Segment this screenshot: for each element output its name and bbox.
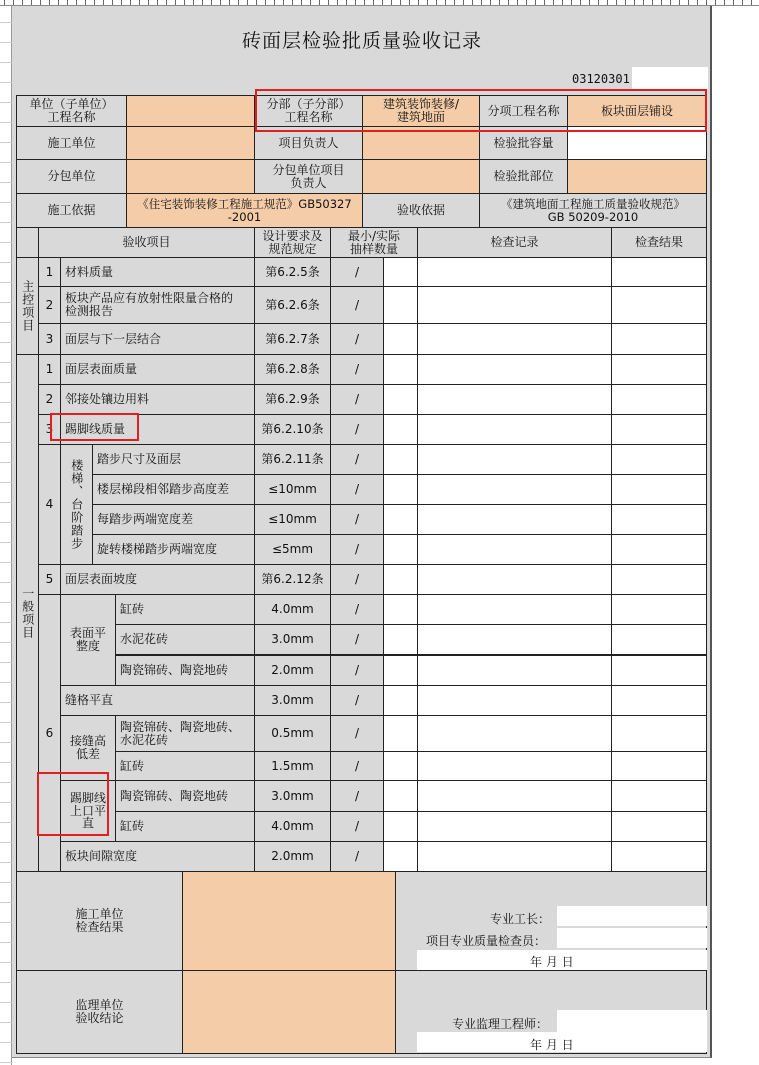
sub-pm-label: 分包单位项目 负责人 bbox=[254, 159, 363, 194]
design-spec: 第6.2.10条 bbox=[254, 414, 331, 445]
row-header-line bbox=[0, 802, 12, 803]
skirting-item-name: 陶瓷锦砖、陶瓷地砖 bbox=[115, 780, 255, 812]
check-result-input[interactable] bbox=[611, 354, 707, 385]
sample-actual-input[interactable] bbox=[383, 685, 418, 716]
joint-height-item-name: 陶瓷锦砖、陶瓷地砖、 水泥花砖 bbox=[115, 715, 255, 752]
row-header-line bbox=[0, 322, 12, 323]
sample-actual-input[interactable] bbox=[383, 474, 418, 505]
row-header-line bbox=[0, 122, 12, 123]
check-record-input[interactable] bbox=[417, 780, 612, 812]
sample-min: / bbox=[330, 534, 384, 565]
design-spec: 4.0mm bbox=[254, 594, 331, 625]
row-header-line bbox=[0, 422, 12, 423]
sub-pm-input[interactable] bbox=[362, 159, 480, 194]
row-header-line bbox=[0, 342, 12, 343]
row-header-line bbox=[0, 462, 12, 463]
check-result-input[interactable] bbox=[611, 780, 707, 812]
supervision-engineer-label: 专业监理工程师： bbox=[452, 1017, 549, 1031]
row-header-line bbox=[0, 842, 12, 843]
stairs-group bbox=[60, 444, 93, 565]
sample-actual-input[interactable] bbox=[383, 444, 418, 475]
design-spec: 3.0mm bbox=[254, 780, 331, 812]
sample-actual-input[interactable] bbox=[383, 286, 418, 324]
check-result-input[interactable] bbox=[611, 384, 707, 415]
supervision-engineer-field[interactable] bbox=[557, 1010, 707, 1032]
row-header-line bbox=[0, 862, 12, 863]
sample-actual-input[interactable] bbox=[383, 534, 418, 565]
row-header-line bbox=[0, 82, 12, 83]
contractor-input[interactable] bbox=[126, 126, 255, 160]
row-header-line bbox=[0, 982, 12, 983]
check-result-input[interactable] bbox=[611, 841, 707, 872]
check-record-input[interactable] bbox=[417, 504, 612, 535]
row-header-line bbox=[0, 162, 12, 163]
unit-name-input[interactable] bbox=[126, 95, 255, 127]
sample-min: / bbox=[330, 286, 384, 324]
design-spec: 第6.2.5条 bbox=[254, 257, 331, 287]
general-group bbox=[16, 354, 39, 872]
col-sample-header: 最小/实际 抽样数量 bbox=[330, 227, 418, 258]
sample-actual-input[interactable] bbox=[383, 841, 418, 872]
check-record-input[interactable] bbox=[417, 841, 612, 872]
sample-actual-input[interactable] bbox=[383, 384, 418, 415]
sample-min: / bbox=[330, 685, 384, 716]
sample-min: / bbox=[330, 715, 384, 752]
row-header-line bbox=[0, 562, 12, 563]
check-record-input[interactable] bbox=[417, 564, 612, 595]
joint-straight-name: 缝格平直 bbox=[60, 685, 255, 716]
design-spec: 第6.2.12条 bbox=[254, 564, 331, 595]
check-result-input[interactable] bbox=[611, 414, 707, 445]
item-name: 板块产品应有放射性限量合格的 检测报告 bbox=[60, 286, 255, 324]
subsection-value[interactable]: 建筑装饰装修/ 建筑地面 bbox=[362, 95, 480, 127]
row-header-strip bbox=[0, 6, 12, 1065]
sample-min: / bbox=[330, 504, 384, 535]
row-header-line bbox=[0, 882, 12, 883]
sample-actual-input[interactable] bbox=[383, 594, 418, 625]
design-spec: 第6.2.8条 bbox=[254, 354, 331, 385]
flatness-item-name: 缸砖 bbox=[115, 594, 255, 625]
row-header-line bbox=[0, 642, 12, 643]
row-header-line bbox=[0, 522, 12, 523]
row-header-line bbox=[0, 102, 12, 103]
ruler-tick bbox=[751, 0, 752, 6]
gap-width-name: 板块间隙宽度 bbox=[60, 841, 255, 872]
ruler-tick bbox=[742, 0, 743, 6]
design-spec: 2.0mm bbox=[254, 655, 331, 686]
row-header-line bbox=[0, 542, 12, 543]
row-number: 5 bbox=[38, 564, 61, 595]
check-result-input[interactable] bbox=[611, 655, 707, 686]
row-header-line bbox=[0, 362, 12, 363]
check-record-input[interactable] bbox=[417, 624, 612, 655]
row-header-line bbox=[0, 662, 12, 663]
row-number: 1 bbox=[38, 354, 61, 385]
item-name: 面层表面质量 bbox=[60, 354, 255, 385]
form-code: 03120301 bbox=[572, 72, 630, 86]
basis-label: 施工依据 bbox=[16, 193, 127, 228]
stairs-item-name: 每踏步两端宽度差 bbox=[92, 504, 255, 535]
construction-date: 年 月 日 bbox=[530, 955, 574, 969]
row-header-line bbox=[0, 1042, 12, 1043]
check-record-input[interactable] bbox=[417, 474, 612, 505]
flatness-group: 表面平整度 bbox=[60, 594, 116, 686]
check-result-input[interactable] bbox=[611, 685, 707, 716]
foreman-field[interactable] bbox=[557, 906, 707, 926]
row-header-line bbox=[0, 942, 12, 943]
sample-min: / bbox=[330, 655, 384, 686]
row-header-line bbox=[0, 682, 12, 683]
batch-location-input[interactable] bbox=[567, 159, 707, 194]
project-manager-label: 项目负责人 bbox=[254, 126, 363, 160]
item-value[interactable]: 板块面层铺设 bbox=[567, 95, 707, 127]
design-spec: 3.0mm bbox=[254, 624, 331, 655]
row-header-line bbox=[0, 1022, 12, 1023]
row-header-line bbox=[0, 502, 12, 503]
check-result-input[interactable] bbox=[611, 715, 707, 752]
check-record-input[interactable] bbox=[417, 414, 612, 445]
sample-actual-input[interactable] bbox=[383, 354, 418, 385]
row-number: 2 bbox=[38, 384, 61, 415]
check-result-input[interactable] bbox=[611, 257, 707, 287]
stairs-group-label: 楼梯、台阶踏步 bbox=[69, 459, 84, 550]
stairs-item-name: 踏步尺寸及面层 bbox=[92, 444, 255, 475]
design-spec: 第6.2.7条 bbox=[254, 323, 331, 355]
check-result-input[interactable] bbox=[611, 624, 707, 655]
row-header-line bbox=[0, 782, 12, 783]
check-record-input[interactable] bbox=[417, 715, 612, 752]
subsection-label: 分部（子分部） 工程名称 bbox=[254, 95, 363, 127]
sample-actual-input[interactable] bbox=[383, 655, 418, 686]
row-number: 3 bbox=[38, 323, 61, 355]
row-header-line bbox=[0, 962, 12, 963]
row-header-line bbox=[0, 22, 12, 23]
ruler-tick bbox=[715, 0, 716, 6]
main-control-group bbox=[16, 257, 39, 355]
row-header-line bbox=[0, 242, 12, 243]
main-control-group-label: 主控项目 bbox=[20, 280, 35, 332]
supervision-check-input[interactable] bbox=[182, 970, 396, 1054]
quality-inspector-field[interactable] bbox=[557, 928, 707, 948]
item-name: 邻接处镶边用料 bbox=[60, 384, 255, 415]
flatness-item-name: 陶瓷锦砖、陶瓷地砖 bbox=[115, 655, 255, 686]
contractor-label: 施工单位 bbox=[16, 126, 127, 160]
design-spec: 第6.2.6条 bbox=[254, 286, 331, 324]
supervision-date: 年 月 日 bbox=[530, 1038, 574, 1052]
check-result-input[interactable] bbox=[611, 504, 707, 535]
accept-basis-label: 验收依据 bbox=[362, 193, 480, 228]
row-header-line bbox=[0, 702, 12, 703]
row-header-line bbox=[0, 902, 12, 903]
sample-min: / bbox=[330, 624, 384, 655]
skirting-group: 踢脚线上口平直 bbox=[60, 780, 116, 842]
row-header-line bbox=[0, 222, 12, 223]
ruler-tick bbox=[733, 0, 734, 6]
sample-actual-input[interactable] bbox=[383, 780, 418, 812]
sample-min: / bbox=[330, 323, 384, 355]
sample-min: / bbox=[330, 474, 384, 505]
flatness-item-name: 水泥花砖 bbox=[115, 624, 255, 655]
ruler-tick bbox=[724, 0, 725, 6]
col-record-header: 检查记录 bbox=[417, 227, 612, 258]
sample-actual-input[interactable] bbox=[383, 504, 418, 535]
check-result-input[interactable] bbox=[611, 594, 707, 625]
check-record-input[interactable] bbox=[417, 384, 612, 415]
check-result-input[interactable] bbox=[611, 323, 707, 355]
sample-min: / bbox=[330, 811, 384, 842]
sample-actual-input[interactable] bbox=[383, 564, 418, 595]
check-record-input[interactable] bbox=[417, 257, 612, 287]
project-manager-input[interactable] bbox=[362, 126, 480, 160]
general-group-label: 一般项目 bbox=[20, 587, 35, 639]
row-header-line bbox=[0, 402, 12, 403]
subcontractor-input[interactable] bbox=[126, 159, 255, 194]
col-item-header: 验收项目 bbox=[38, 227, 255, 258]
row-header-line bbox=[0, 282, 12, 283]
check-record-input[interactable] bbox=[417, 594, 612, 625]
batch-capacity-label: 检验批容量 bbox=[479, 126, 568, 160]
row-header-line bbox=[0, 382, 12, 383]
row-header-line bbox=[0, 482, 12, 483]
row-header-line bbox=[0, 1062, 12, 1063]
check-result-input[interactable] bbox=[611, 534, 707, 565]
sample-actual-input[interactable] bbox=[383, 257, 418, 287]
form-code-cell[interactable] bbox=[632, 67, 708, 89]
row-header-line bbox=[0, 1002, 12, 1003]
foreman-label: 专业工长： bbox=[490, 912, 551, 926]
joint-height-item-name: 缸砖 bbox=[115, 751, 255, 781]
sample-min: / bbox=[330, 564, 384, 595]
accept-basis-value: 《建筑地面工程施工质量验收规范》 GB 50209-2010 bbox=[479, 193, 707, 228]
item-label: 分项工程名称 bbox=[479, 95, 568, 127]
row-number: 6 bbox=[38, 594, 61, 872]
check-result-input[interactable] bbox=[611, 444, 707, 475]
design-spec: 0.5mm bbox=[254, 715, 331, 752]
batch-location-label: 检验批部位 bbox=[479, 159, 568, 194]
batch-capacity-input[interactable] bbox=[567, 126, 707, 160]
sample-min: / bbox=[330, 354, 384, 385]
unit-name-label: 单位（子单位） 工程名称 bbox=[16, 95, 127, 127]
joint-height-group: 接缝高低差 bbox=[60, 715, 116, 781]
row-number: 3 bbox=[38, 414, 61, 445]
check-result-input[interactable] bbox=[611, 751, 707, 781]
skirting-item-name: 缸砖 bbox=[115, 811, 255, 842]
design-spec: 第6.2.11条 bbox=[254, 444, 331, 475]
stairs-item-name: 楼层梯段相邻踏步高度差 bbox=[92, 474, 255, 505]
sample-actual-input[interactable] bbox=[383, 811, 418, 842]
sample-min: / bbox=[330, 257, 384, 287]
form-title: 砖面层检验批质量验收记录 bbox=[241, 30, 482, 52]
subcontractor-label: 分包单位 bbox=[16, 159, 127, 194]
stairs-item-name: 旋转楼梯踏步两端宽度 bbox=[92, 534, 255, 565]
sample-min: / bbox=[330, 444, 384, 475]
check-result-input[interactable] bbox=[611, 474, 707, 505]
sample-actual-input[interactable] bbox=[383, 323, 418, 355]
design-spec: 4.0mm bbox=[254, 811, 331, 842]
row-header-line bbox=[0, 42, 12, 43]
row-header-line bbox=[0, 442, 12, 443]
row-header-line bbox=[0, 142, 12, 143]
item-name: 踢脚线质量 bbox=[60, 414, 255, 445]
sample-actual-input[interactable] bbox=[383, 715, 418, 752]
row-number: 2 bbox=[38, 286, 61, 324]
check-record-input[interactable] bbox=[417, 323, 612, 355]
check-record-input[interactable] bbox=[417, 286, 612, 324]
row-header-line bbox=[0, 602, 12, 603]
row-header-line bbox=[0, 622, 12, 623]
header-blank bbox=[16, 227, 39, 258]
row-header-line bbox=[0, 182, 12, 183]
sample-min: / bbox=[330, 841, 384, 872]
check-record-input[interactable] bbox=[417, 811, 612, 842]
sample-min: / bbox=[330, 384, 384, 415]
check-record-input[interactable] bbox=[417, 655, 612, 686]
design-spec: 1.5mm bbox=[254, 751, 331, 781]
row-header-line bbox=[0, 582, 12, 583]
row-header-line bbox=[0, 742, 12, 743]
row-header-line bbox=[0, 922, 12, 923]
col-design-header: 设计要求及 规范规定 bbox=[254, 227, 331, 258]
sample-min: / bbox=[330, 780, 384, 812]
sample-actual-input[interactable] bbox=[383, 751, 418, 781]
check-record-input[interactable] bbox=[417, 534, 612, 565]
row-number: 1 bbox=[38, 257, 61, 287]
col-result-header: 检查结果 bbox=[611, 227, 707, 258]
design-spec: ≤5mm bbox=[254, 534, 331, 565]
check-result-input[interactable] bbox=[611, 564, 707, 595]
row-header-line bbox=[0, 202, 12, 203]
sample-min: / bbox=[330, 414, 384, 445]
quality-inspector-label: 项目专业质量检查员： bbox=[426, 934, 547, 948]
sample-min: / bbox=[330, 751, 384, 781]
item-name: 面层表面坡度 bbox=[60, 564, 255, 595]
check-result-input[interactable] bbox=[611, 286, 707, 324]
row-header-line bbox=[0, 762, 12, 763]
check-record-input[interactable] bbox=[417, 751, 612, 781]
check-record-input[interactable] bbox=[417, 444, 612, 475]
design-spec: 3.0mm bbox=[254, 685, 331, 716]
sample-min: / bbox=[330, 594, 384, 625]
design-spec: ≤10mm bbox=[254, 474, 331, 505]
check-record-input[interactable] bbox=[417, 685, 612, 716]
row-header-line bbox=[0, 822, 12, 823]
basis-value[interactable]: 《住宅装饰装修工程施工规范》GB50327 -2001 bbox=[126, 193, 363, 228]
construction-check-label: 施工单位 检查结果 bbox=[16, 871, 183, 971]
item-name: 面层与下一层结合 bbox=[60, 323, 255, 355]
supervision-check-label: 监理单位 验收结论 bbox=[16, 970, 183, 1054]
check-result-input[interactable] bbox=[611, 811, 707, 842]
row-header-line bbox=[0, 722, 12, 723]
design-spec: ≤10mm bbox=[254, 504, 331, 535]
check-record-input[interactable] bbox=[417, 354, 612, 385]
item-name: 材料质量 bbox=[60, 257, 255, 287]
sample-actual-input[interactable] bbox=[383, 414, 418, 445]
row-header-line bbox=[0, 302, 12, 303]
sample-actual-input[interactable] bbox=[383, 624, 418, 655]
row-header-line bbox=[0, 62, 12, 63]
design-spec: 2.0mm bbox=[254, 841, 331, 872]
design-spec: 第6.2.9条 bbox=[254, 384, 331, 415]
row-header-line bbox=[0, 262, 12, 263]
row-number: 4 bbox=[38, 444, 61, 565]
construction-check-input[interactable] bbox=[182, 871, 396, 971]
